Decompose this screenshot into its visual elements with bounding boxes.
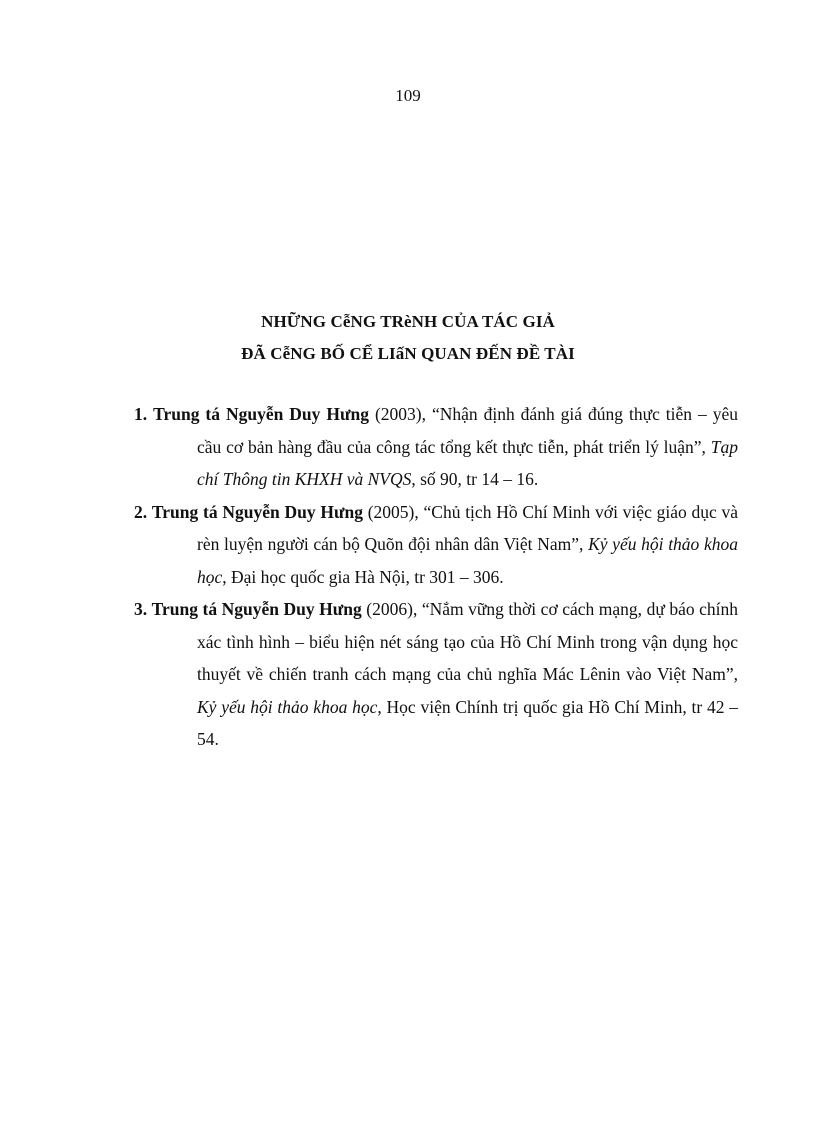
reference-author: Trung tá Nguyễn Duy Hưng xyxy=(153,404,369,424)
reference-year: (2003), xyxy=(368,404,432,424)
reference-year: (2006), xyxy=(361,599,422,619)
reference-number: 2. xyxy=(134,501,148,522)
reference-details: , Học viện Chính trị quốc gia Hồ Chí Minh, tr 42 – 54. xyxy=(197,696,738,749)
reference-venue: Kỷ yếu hội thảo khoa học xyxy=(197,696,378,717)
reference-title: “Chủ tịch Hồ Chí Minh với việc giáo dục và rèn luyện người cán bộ Quõn đội nhân dân Việt Nam”, xyxy=(197,501,739,554)
reference-year: (2005), xyxy=(362,501,424,522)
reference-title: “Nắm vững thời cơ cách mạng, dự báo chính xác tình hình – biểu hiện nét sáng tạo của Hồ Chí Minh trong vận dụng học thuyết về chiến tranh cách mạng của chủ nghĩa Mác Lênin vào Việt Nam”, xyxy=(197,599,739,684)
reference-item xyxy=(134,593,738,756)
reference-author: Trung tá Nguyễn Duy Hưng xyxy=(151,501,363,522)
reference-details: , số 90, tr 14 – 16. xyxy=(411,469,539,489)
reference-item xyxy=(134,496,738,594)
reference-venue: Kỷ yếu hội thảo khoa học xyxy=(197,534,738,587)
reference-number: 3. xyxy=(134,599,148,619)
heading-line-1: NHỮNG CễNG TRèNH CỦA TÁC GIẢ xyxy=(261,312,555,331)
reference-venue: Tạp chí Thông tin KHXH và NVQS xyxy=(197,436,738,489)
reference-list xyxy=(134,398,738,756)
reference-author: Trung tá Nguyễn Duy Hưng xyxy=(151,599,362,619)
heading-line-2: ĐÃ CễNG BỐ CỂ LIấN QUAN ĐẾN ĐỀ TÀI xyxy=(241,344,575,363)
page-number: 109 xyxy=(395,86,421,105)
reference-item xyxy=(134,398,738,496)
reference-title: “Nhận định đánh giá đúng thực tiễn – yêu cầu cơ bản hàng đầu của công tác tổng kết thực tiễn, phát triển lý luận”, xyxy=(197,404,738,457)
reference-details: , Đại học quốc gia Hà Nội, tr 301 – 306. xyxy=(222,566,504,587)
reference-number: 1. xyxy=(134,404,148,424)
